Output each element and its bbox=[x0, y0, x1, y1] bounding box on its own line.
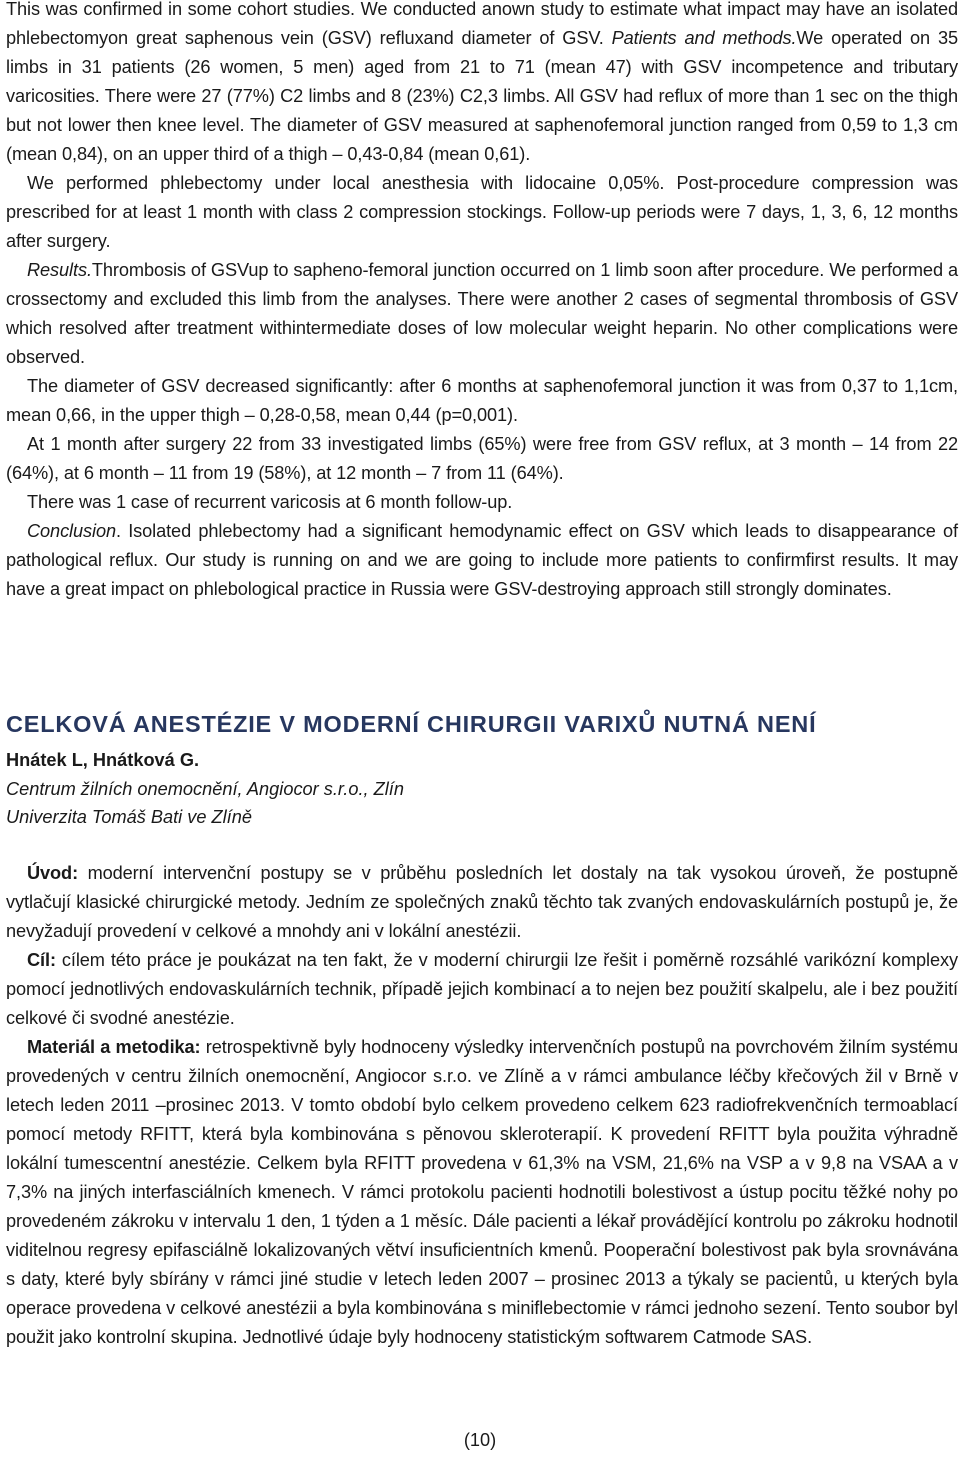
uvod-label: Úvod: bbox=[27, 863, 79, 883]
followup-paragraph bbox=[6, 430, 958, 488]
diameter-paragraph bbox=[6, 372, 958, 430]
cil-text: cílem této práce je poukázat na ten fakt, že v moderní chirurgii lze řešit i poměrně rozsáhlé varikózní komplexy pomocí jednotlivých endovaskulárních technik, případě jejich kombinací a to nejen bez použití skalpelu, ale i bez použití celkové či svodné anestézie. bbox=[6, 950, 958, 1028]
methods-text: We operated on 35 limbs in 31 patients (26 women, 5 men) aged from 21 to 71 (mean 47) with GSV incompetence and tributary varicosities. There were 27 (77%) C2 limbs and 8 (23%) C2,3 limbs. All GSV had reflux of more than 1 sec on the thigh but not lower then knee level. The diameter of GSV measured at saphenofemoral junction ranged from 0,59 to 1,3 cm (mean 0,84), on an upper third of a thigh – 0,43-0,84 (mean 0,61). bbox=[6, 28, 958, 164]
recurrent-text: There was 1 case of recurrent varicosis at 6 month follow-up. bbox=[27, 492, 513, 512]
article-1-body bbox=[6, 0, 958, 604]
cil-paragraph bbox=[6, 946, 958, 1033]
authors: Hnátek L, Hnátková G. bbox=[6, 750, 200, 770]
article-2-body bbox=[6, 859, 958, 1352]
methods-label: Patients and methods. bbox=[611, 28, 797, 48]
affiliation-1: Centrum žilních onemocnění, Angiocor s.r.o., Zlín bbox=[6, 779, 404, 799]
uvod-paragraph bbox=[6, 859, 958, 946]
results-paragraph bbox=[6, 256, 958, 372]
uvod-text: moderní intervenční postupy se v průběhu posledních let dostaly na tak vysokou úroveň, že postupně vytlačují klasické chirurgické metody. Jedním ze společných znaků těchto tak zvaných endovaskulárních postupů je, že nevyžadují provedení v celkové a mnohdy ani v lokální anestézii. bbox=[6, 863, 958, 941]
affiliation-2: Univerzita Tomáš Bati ve Zlíně bbox=[6, 807, 252, 827]
procedure-text: We performed phlebectomy under local anesthesia with lidocaine 0,05%. Post-procedure compression was prescribed for at least 1 month with class 2 compression stockings. Follow-up periods were 7 days, 1, 3, 6, 12 months after surgery. bbox=[6, 173, 958, 251]
cil-label: Cíl: bbox=[27, 950, 56, 970]
procedure-paragraph bbox=[6, 169, 958, 256]
intro-text: This was confirmed in some cohort studies. We conducted anown study to estimate what impact may have an isolated phlebectomyon great saphenous vein (GSV) refluxand diameter of GSV. bbox=[6, 0, 958, 48]
conclusion-label: Conclusion bbox=[27, 521, 116, 541]
conclusion-text: . Isolated phlebectomy had a significant hemodynamic effect on GSV which leads to disappearance of pathological reflux. Our study is running on and we are going to include more patients to confirmfirst results. It may have a great impact on phlebological practice in Russia were GSV-destroying approach still strongly dominates. bbox=[6, 521, 958, 599]
diameter-text: The diameter of GSV decreased significantly: after 6 months at saphenofemoral junction it was from 0,37 to 1,1cm, mean 0,66, in the upper thigh – 0,28-0,58, mean 0,44 (p=0,001). bbox=[6, 376, 958, 425]
conclusion-paragraph bbox=[6, 517, 958, 604]
results-text: Thrombosis of GSVup to sapheno-femoral junction occurred on 1 limb soon after procedure. We performed a crossectomy and excluded this limb from the analyses. There were another 2 cases of segmental thrombosis of GSV which resolved after treatment withintermediate doses of low molecular weight heparin. No other complications were observed. bbox=[6, 260, 958, 367]
material-text: retrospektivně byly hodnoceny výsledky intervenčních postupů na povrchovém žilním systému provedených v centru žilních onemocnění, Angiocor s.r.o. ve Zlíně a v rámci ambulance léčby křečových žil v Brně v letech leden 2011 –prosinec 2013. V tomto období bylo celkem provedeno celkem 623 radiofrekvenčních termoablací pomocí metody RFITT, která byla kombinována s pěnovou skleroterapií. K provedení RFITT byla použita výhradně lokální tumescentní anestézie. Celkem byla RFITT provedena v 61,3% na VSM, 21,6% na VSP a v 9,8 na VSAA a v 7,3% na jiných interfasciálních kmenech. V rámci protokolu pacienti hodnotili bolestivost a ústup pocitu těžké nohy po provedeném zákroku v intervalu 1 den, 1 týden a 1 měsíc. Dále pacienti a lékař provádějící kontrolu po zákroku hodnotil viditelnou regresy epifasciálně lokalizovaných větví insuficientních kmenů. Pooperační bolestivost pak byla srovnávána s daty, které byly sbírány v rámci jiné studie v letech leden 2007 – prosinec 2013 a týkaly se pacientů, u kterých byla operace provedena v celkové anestézii a byla kombinována s miniflebectomie v rámci jednoho sezení. Tento soubor byl použit jako kontrolní skupina. Jednotlivé údaje byly hodnoceny statistickým softwarem Catmode SAS. bbox=[6, 1037, 958, 1347]
intro-paragraph bbox=[6, 0, 958, 169]
recurrent-paragraph bbox=[6, 488, 958, 517]
article-title: CELKOVÁ ANESTÉZIE V MODERNÍ CHIRURGII VARIXŮ NUTNÁ NENÍ bbox=[6, 711, 817, 737]
followup-text: At 1 month after surgery 22 from 33 investigated limbs (65%) were free from GSV reflux, at 3 month – 14 from 22 (64%), at 6 month – 11 from 19 (58%), at 12 month – 7 from 11 (64%). bbox=[6, 434, 958, 483]
results-label: Results. bbox=[27, 260, 92, 280]
page-number: (10) bbox=[463, 1430, 497, 1450]
material-label: Materiál a metodika: bbox=[27, 1037, 201, 1057]
material-paragraph bbox=[6, 1033, 958, 1352]
